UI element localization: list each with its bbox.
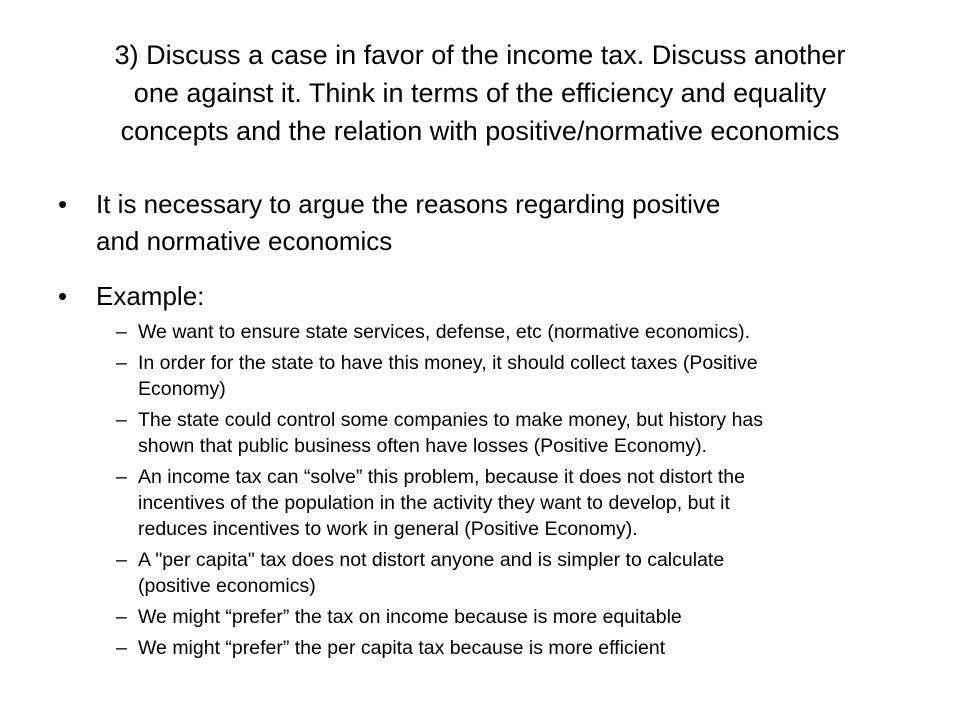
sub-bullet-item bbox=[118, 604, 928, 630]
bullet-text-line: and normative economics bbox=[96, 226, 393, 256]
dash-marker: – bbox=[116, 606, 127, 628]
sub-bullet-item bbox=[118, 407, 928, 459]
sub-bullet-text-line: The state could control some companies to make money, but history has bbox=[138, 409, 764, 431]
bullet-marker: • bbox=[58, 189, 68, 219]
sub-bullet-item bbox=[118, 635, 928, 661]
dash-marker: – bbox=[116, 352, 127, 374]
sub-bullet-item bbox=[118, 350, 928, 402]
dash-marker: – bbox=[116, 637, 127, 659]
title-line: concepts and the relation with positive/normative economics bbox=[120, 116, 840, 146]
sub-bullet-item bbox=[118, 547, 928, 599]
bullet-text-line: It is necessary to argue the reasons regarding positive bbox=[96, 189, 721, 219]
sub-bullet-item bbox=[118, 464, 928, 542]
sub-bullet-text-line: We want to ensure state services, defense, etc (normative economics). bbox=[138, 321, 750, 343]
slide-body bbox=[58, 186, 918, 666]
sub-bullet-text-line: (positive economics) bbox=[138, 575, 316, 597]
bullet-item bbox=[58, 278, 918, 315]
dash-marker: – bbox=[116, 466, 127, 488]
bullet-item bbox=[58, 186, 918, 260]
sub-bullet-text-line: Economy) bbox=[138, 378, 226, 400]
title-line: 3) Discuss a case in favor of the income tax. Discuss another bbox=[114, 40, 846, 70]
title-line: one against it. Think in terms of the efficiency and equality bbox=[133, 78, 827, 108]
sub-bullet-text-line: An income tax can “solve” this problem, because it does not distort the bbox=[138, 466, 745, 488]
sub-bullet-text-line: shown that public business often have losses (Positive Economy). bbox=[138, 435, 708, 457]
sub-bullet-text-line: In order for the state to have this money, it should collect taxes (Positive bbox=[138, 352, 758, 374]
sub-bullet-text-line: incentives of the population in the activity they want to develop, but it bbox=[138, 492, 730, 514]
bullet-text-line: Example: bbox=[96, 281, 205, 311]
sub-bullet-text-line: We might “prefer” the per capita tax because is more efficient bbox=[138, 637, 666, 659]
sub-bullet-list bbox=[118, 319, 928, 661]
sub-bullet-text-line: A "per capita" tax does not distort anyone and is simpler to calculate bbox=[138, 549, 725, 571]
dash-marker: – bbox=[116, 549, 127, 571]
slide-title bbox=[40, 36, 920, 150]
sub-bullet-text-line: We might “prefer” the tax on income because is more equitable bbox=[138, 606, 682, 628]
dash-marker: – bbox=[116, 321, 127, 343]
sub-bullet-text-line: reduces incentives to work in general (Positive Economy). bbox=[138, 518, 638, 540]
sub-bullet-item bbox=[118, 319, 928, 345]
bullet-marker: • bbox=[58, 281, 68, 311]
dash-marker: – bbox=[116, 409, 127, 431]
